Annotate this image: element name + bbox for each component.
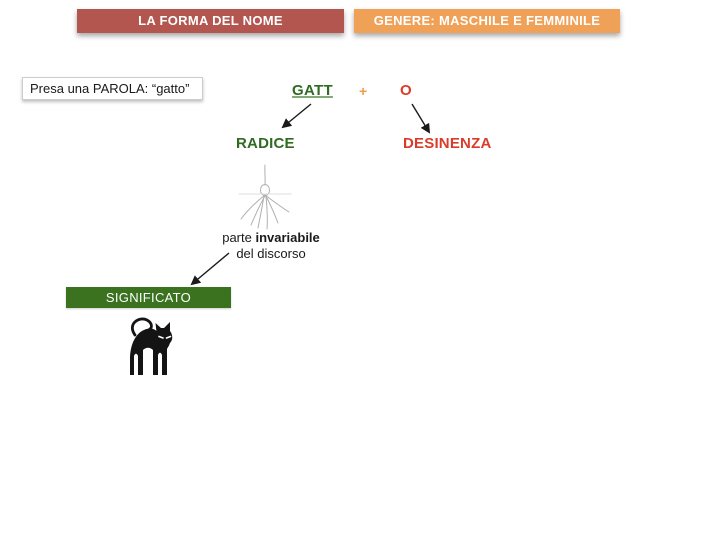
root-description-line1-normal: parte — [222, 230, 256, 245]
root-description-line1 — [208, 230, 334, 246]
title-banner-forma-del-nome: LA FORMA DEL NOME — [77, 9, 344, 33]
arrow-gatt-to-radice — [283, 104, 311, 127]
significato-banner: SIGNIFICATO — [66, 287, 231, 308]
word-root-gatt: GATT — [292, 82, 333, 99]
black-cat-icon — [123, 317, 173, 377]
label-desinenza: DESINENZA — [403, 135, 492, 152]
plant-roots-icon — [237, 163, 293, 231]
root-description-line1-bold: invariabile — [255, 230, 320, 245]
root-description-line2: del discorso — [236, 246, 306, 261]
root-description — [208, 230, 334, 262]
arrow-o-to-desinenza — [412, 104, 429, 132]
plus-sign: + — [359, 83, 368, 99]
title-banner-genere: GENERE: MASCHILE E FEMMINILE — [354, 9, 620, 33]
intro-word-box: Presa una PAROLA: “gatto” — [22, 77, 203, 100]
label-radice: RADICE — [236, 135, 295, 152]
word-desinence-o: O — [400, 82, 412, 99]
